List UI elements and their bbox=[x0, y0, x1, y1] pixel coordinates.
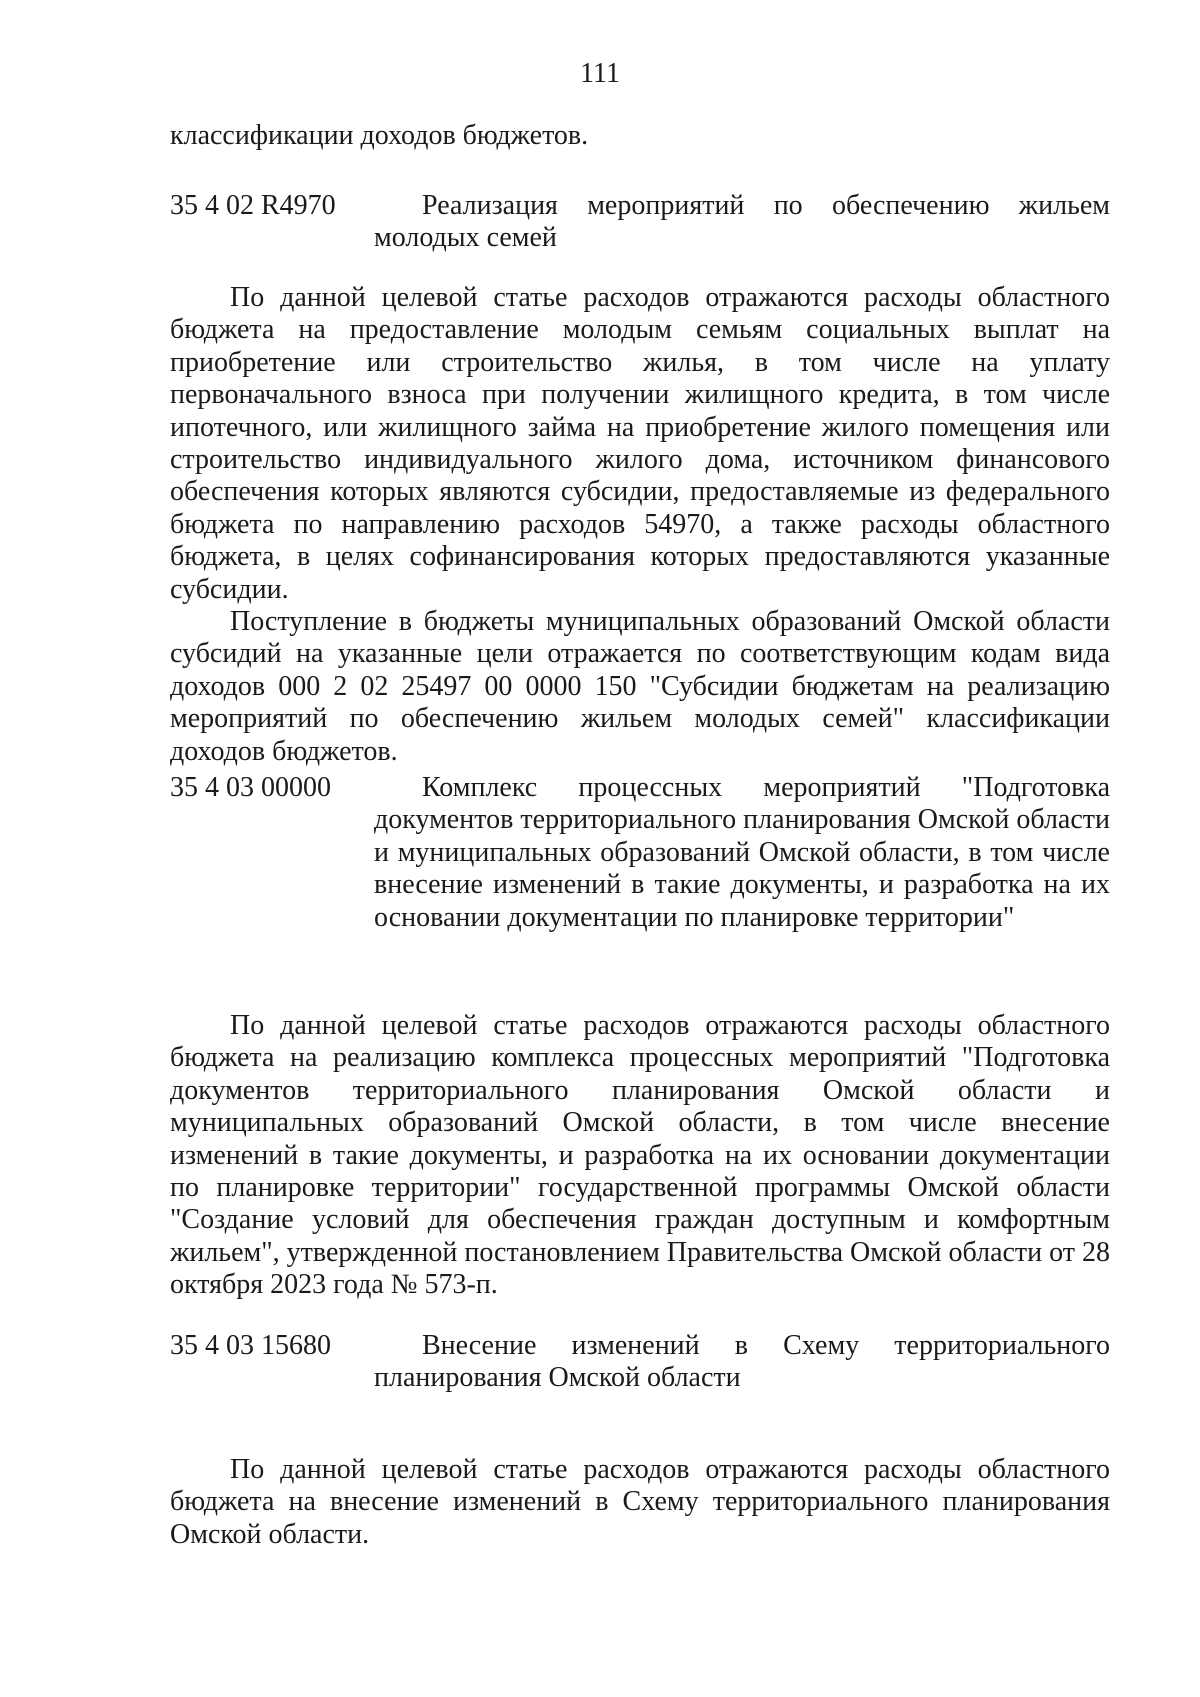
intro-continuation-block bbox=[170, 120, 1110, 152]
section-2-heading bbox=[170, 772, 1110, 934]
intro-continuation-text: классификации доходов бюджетов. bbox=[170, 120, 589, 151]
section-1-paragraph-2: Поступление в бюджеты муниципальных образований Омской области субсидий на указанные цели отражается по соответствующим кодам вида доходов 000 2 02 25497 00 0000 150 "Субсидии бюджетам на реализацию мероприятий по обеспечению жильем молодых семей" классификации доходов бюджетов. bbox=[170, 606, 1110, 767]
section-3-heading bbox=[170, 1330, 1110, 1395]
section-3-paragraph-1: По данной целевой статье расходов отражаются расходы областного бюджета на внесение изменений в Схему территориального планирования Омской области. bbox=[170, 1454, 1110, 1550]
section-1-body bbox=[170, 282, 1110, 768]
section-3-body bbox=[170, 1454, 1110, 1551]
section-2-paragraph-1: По данной целевой статье расходов отражаются расходы областного бюджета на реализацию комплекса процессных мероприятий "Подготовка документов территориального планирования Омской области и муниципальных образований Омской области, в том числе внесение изменений в такие документы, и разработка на их основании документации по планировке территории" государственной программы Омской области "Создание условий для обеспечения граждан доступным и комфортным жильем", утвержденной постановлением Правительства Омской области от 28 октября 2023 года № 573-п. bbox=[170, 1010, 1111, 1301]
section-1-heading bbox=[170, 190, 1110, 255]
section-2-body bbox=[170, 1010, 1110, 1302]
section-1-title: Реализация мероприятий по обеспечению жильем молодых семей bbox=[374, 190, 1110, 254]
section-2-code: 35 4 03 00000 bbox=[170, 772, 331, 803]
section-1-code: 35 4 02 R4970 bbox=[170, 190, 336, 221]
section-3-title: Внесение изменений в Схему территориального планирования Омской области bbox=[374, 1330, 1110, 1394]
page-number: 111 bbox=[580, 58, 620, 89]
section-3-code: 35 4 03 15680 bbox=[170, 1330, 331, 1361]
section-1-paragraph-1: По данной целевой статье расходов отражаются расходы областного бюджета на предоставление молодым семьям социальных выплат на приобретение или строительство жилья, в том числе на уплату первоначального взноса при получении жилищного кредита, в том числе ипотечного, или жилищного займа на приобретение жилого помещения или строительство индивидуального жилого дома, источником финансового обеспечения которых являются субсидии, предоставляемые из федерального бюджета по направлению расходов 54970, а также расходы областного бюджета, в целях софинансирования которых предоставляются указанные субсидии. bbox=[170, 282, 1110, 605]
section-2-title: Комплекс процессных мероприятий "Подготовка документов территориального планирования Омской области и муниципальных образований Омской области, в том числе внесение изменений в такие документы, и разработка на их основании документации по планировке территории" bbox=[374, 772, 1110, 933]
